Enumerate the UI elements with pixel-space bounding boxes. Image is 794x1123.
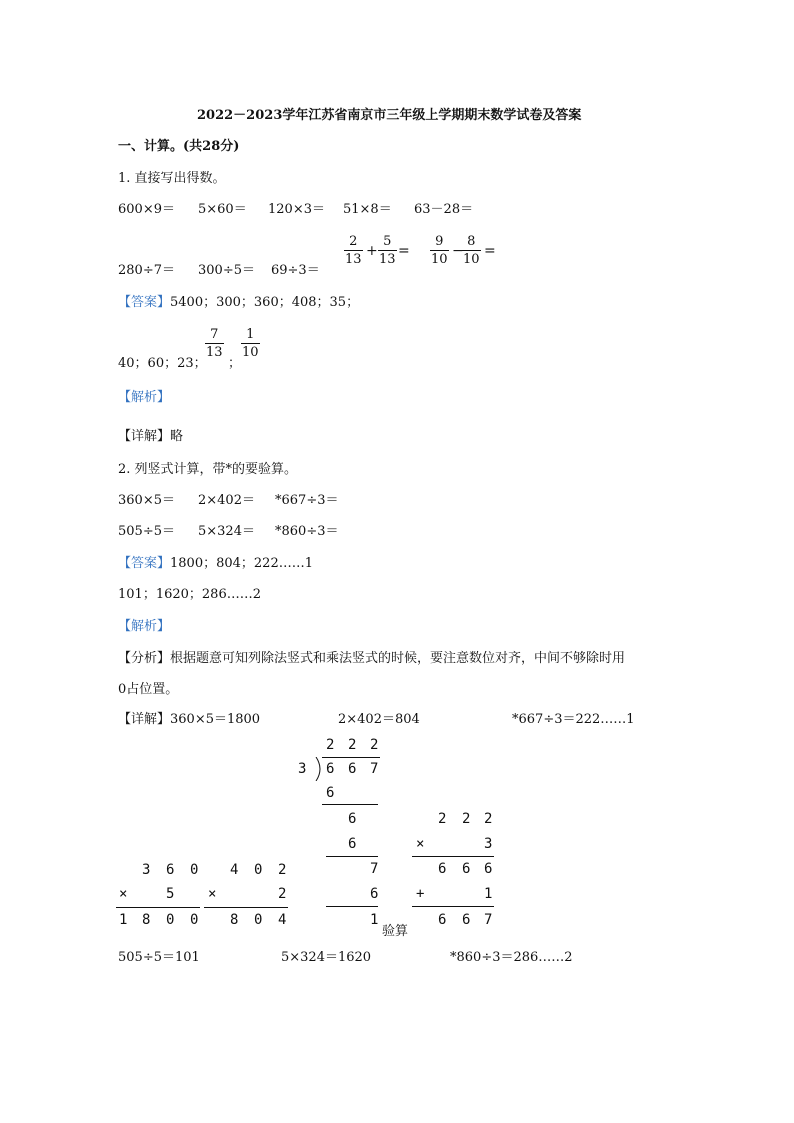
digit: 4 — [278, 912, 287, 928]
plus-sign: + — [416, 886, 425, 902]
equals-sign: = — [484, 243, 496, 259]
denominator: 10 — [242, 345, 259, 360]
answer-text: 40；60；23； — [118, 356, 207, 371]
analysis-tag: 【解析】 — [118, 390, 171, 405]
rule — [326, 906, 378, 907]
detail-text: 【详解】略 — [118, 429, 184, 444]
numerator: 2 — [349, 234, 358, 249]
detail-text: 505÷5＝101 — [118, 950, 200, 965]
q2-expr: *860÷3＝ — [275, 524, 339, 539]
equals-sign: = — [398, 243, 410, 259]
digit: 2 — [278, 862, 287, 878]
numerator: 9 — [435, 234, 444, 249]
digit: 0 — [190, 912, 199, 928]
q1-expr: 51×8＝ — [343, 202, 392, 217]
detail-text: *667÷3＝222……1 — [512, 712, 635, 727]
dividend-digit: 7 — [370, 761, 379, 777]
digit: 6 — [484, 861, 493, 877]
answer-text: 101；1620；286……2 — [118, 587, 261, 602]
q1-expr: 63－28＝ — [414, 202, 474, 217]
digit: 2 — [484, 811, 493, 827]
denominator: 10 — [463, 252, 480, 267]
subtract-value: 6 — [348, 836, 357, 852]
digit: 3 — [142, 862, 151, 878]
answer-tag: 【答案】 — [118, 295, 171, 310]
detail-text: 【详解】360×5＝1800 — [118, 712, 261, 727]
analysis-text: 0占位置。 — [118, 682, 179, 697]
q1-expr: 120×3＝ — [268, 202, 325, 217]
denominator: 13 — [379, 252, 396, 267]
check-label: 验算 — [382, 924, 409, 939]
times-sign: × — [119, 886, 128, 902]
question-1-label: 1. 直接写出得数。 — [118, 171, 226, 186]
digit: 6 — [438, 912, 447, 928]
answer-row — [118, 291, 359, 310]
digit: 8 — [142, 912, 151, 928]
q2-expr: *667÷3＝ — [275, 493, 339, 508]
digit: 6 — [462, 861, 471, 877]
q1-expr: 300÷5＝ — [198, 263, 255, 278]
times-sign: × — [416, 836, 425, 852]
fraction-bar — [241, 343, 260, 344]
answer-row — [118, 552, 313, 571]
q1-expr: 69÷3＝ — [271, 263, 320, 278]
q1-expr: 280÷7＝ — [118, 263, 175, 278]
detail-text: 5×324＝1620 — [281, 950, 372, 965]
fraction — [205, 327, 224, 360]
digit: 2 — [278, 886, 287, 902]
subtract-value: 6 — [370, 886, 379, 902]
denominator: 13 — [345, 252, 362, 267]
q1-expr: 5×60＝ — [198, 202, 247, 217]
page-title: 2022－2023学年江苏省南京市三年级上学期期末数学试卷及答案 — [197, 108, 582, 123]
fraction-bar — [378, 250, 397, 251]
separator: ； — [228, 356, 242, 371]
q2-expr: 2×402＝ — [198, 493, 255, 508]
digit: 6 — [166, 862, 175, 878]
fraction-bar — [205, 343, 224, 344]
numerator: 7 — [210, 327, 219, 342]
division-bracket — [314, 757, 326, 781]
q2-expr: 360×5＝ — [118, 493, 175, 508]
dividend-digit: 6 — [326, 761, 335, 777]
q1-expr: 600×9＝ — [118, 202, 175, 217]
final-remainder: 1 — [370, 912, 379, 928]
analysis-tag: 【解析】 — [118, 619, 171, 634]
answer-text: 5400；300；360；408；35； — [170, 295, 360, 310]
digit: 7 — [484, 912, 493, 928]
detail-text: 2×402＝804 — [338, 712, 420, 727]
q2-expr: 5×324＝ — [198, 524, 255, 539]
fraction — [378, 234, 397, 267]
operator: + — [366, 243, 378, 259]
rule — [116, 907, 200, 908]
digit: 0 — [166, 912, 175, 928]
digit: 2 — [462, 811, 471, 827]
fraction — [462, 234, 481, 267]
numerator: 1 — [246, 327, 255, 342]
division-bar — [322, 757, 380, 758]
divisor: 3 — [298, 761, 307, 777]
dividend-digit: 6 — [348, 761, 357, 777]
remainder-value: 6 — [348, 811, 357, 827]
digit: 0 — [254, 912, 263, 928]
remainder-value: 7 — [370, 861, 379, 877]
answer-text: 1800；804；222……1 — [170, 556, 313, 571]
quotient-digit: 2 — [326, 737, 335, 753]
quotient-digit: 2 — [348, 737, 357, 753]
fraction-bar — [344, 250, 363, 251]
fraction-bar — [462, 250, 481, 251]
fraction — [430, 234, 449, 267]
digit: 2 — [438, 811, 447, 827]
digit: 0 — [254, 862, 263, 878]
digit: 5 — [166, 886, 175, 902]
fraction-bar — [430, 250, 449, 251]
rule — [412, 906, 494, 907]
digit: 0 — [190, 862, 199, 878]
rule — [412, 856, 494, 857]
numerator: 5 — [383, 234, 392, 249]
detail-text: *860÷3＝286……2 — [450, 950, 573, 965]
digit: 1 — [119, 912, 128, 928]
rule — [204, 907, 288, 908]
section-heading: 一、计算。(共28分) — [118, 139, 240, 154]
rule — [326, 856, 378, 857]
answer-tag: 【答案】 — [118, 556, 171, 571]
digit: 1 — [484, 886, 493, 902]
digit: 4 — [230, 862, 239, 878]
rule — [322, 804, 378, 805]
question-2-label: 2. 列竖式计算，带*的要验算。 — [118, 462, 298, 477]
denominator: 10 — [431, 252, 448, 267]
fraction — [241, 327, 260, 360]
digit: 6 — [438, 861, 447, 877]
times-sign: × — [208, 886, 217, 902]
digit: 8 — [230, 912, 239, 928]
fraction — [344, 234, 363, 267]
digit: 3 — [484, 836, 493, 852]
operator: − — [452, 243, 464, 259]
subtract-value: 6 — [326, 785, 335, 801]
numerator: 8 — [467, 234, 476, 249]
analysis-text: 【分析】根据题意可知列除法竖式和乘法竖式的时候，要注意数位对齐，中间不够除时用 — [118, 651, 626, 666]
digit: 6 — [462, 912, 471, 928]
quotient-digit: 2 — [370, 737, 379, 753]
denominator: 13 — [206, 345, 223, 360]
q2-expr: 505÷5＝ — [118, 524, 175, 539]
